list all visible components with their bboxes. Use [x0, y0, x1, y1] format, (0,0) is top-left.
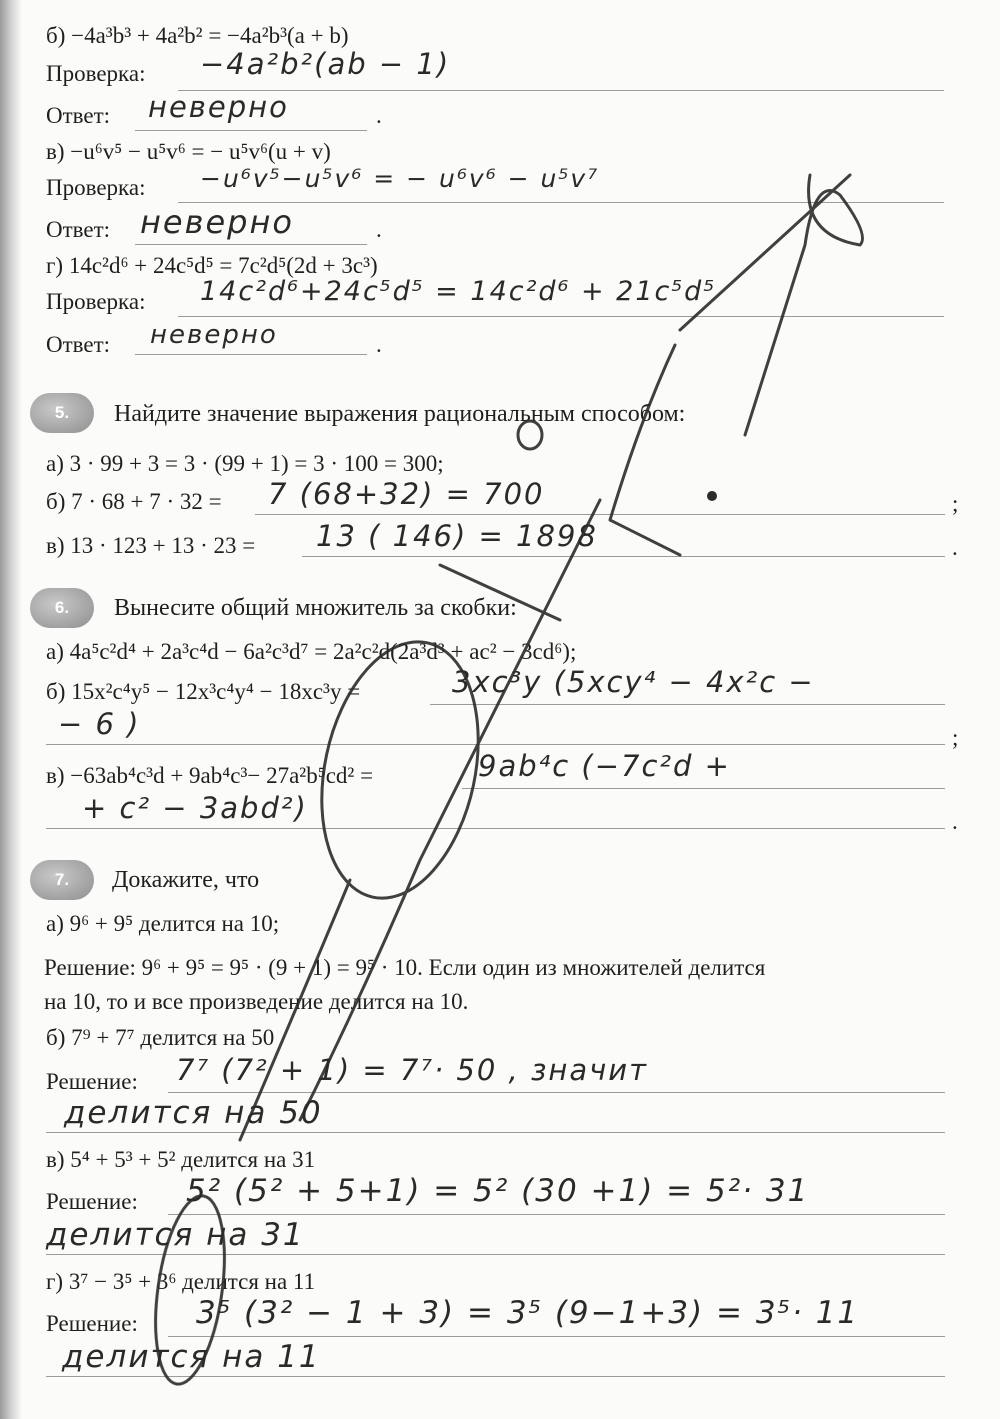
ex7-v: в) 5⁴ + 5³ + 5² делится на 31	[46, 1147, 316, 1172]
ex6-b: б) 15x²c⁴y⁵ − 12x³c⁴y⁴ − 18xc³y =	[46, 679, 361, 704]
ex5-b: б) 7 · 68 + 7 · 32 =	[46, 489, 222, 514]
ex7-b-solution-label: Решение:	[46, 1069, 138, 1094]
ex7-g-solution-label: Решение:	[46, 1311, 138, 1336]
ex4-b-formula: б) −4a³b³ + 4a²b² = −4a²b³(a + b)	[46, 23, 349, 48]
scribble-loop-bottom	[145, 1191, 235, 1388]
ex4-b-period: .	[376, 103, 382, 128]
scribble-stroke-k-arm	[610, 345, 680, 555]
scribble-stroke-long-descender	[300, 500, 600, 1120]
ex4-g-check-handwriting: 14c²d⁶+24c⁵d⁵ = 14c²d⁶ + 21c⁵d⁵	[200, 276, 717, 307]
ex7-v-handwriting-2: делится на 31	[46, 1217, 305, 1253]
ex4-g-period: .	[376, 332, 382, 357]
ex7-a-solution-1: Решение: 9⁶ + 9⁵ = 9⁵ · (9 + 1) = 9⁵ · 10. Если один из множителей делится	[44, 955, 766, 980]
scribble-stroke-long-slash	[680, 175, 850, 330]
ex4-b-answer-label: Ответ:	[46, 103, 111, 128]
ex7-b-handwriting-1: 7⁷ (7² + 1) = 7⁷· 50 , значит	[176, 1053, 649, 1087]
ex4-g-check-label: Проверка:	[46, 289, 146, 314]
ex4-v-answer-label: Ответ:	[46, 217, 111, 242]
ex4-v-answer-handwriting: неверно	[140, 203, 294, 241]
ex5-number-badge: 5.	[30, 393, 94, 433]
ex6-title: Вынесите общий множитель за скобки:	[114, 595, 517, 621]
ex7-b-handwriting-2: делится на 50	[64, 1095, 323, 1131]
ex7-b: б) 7⁹ + 7⁷ делится на 50	[46, 1025, 275, 1050]
ex7-g-handwriting-1: 3⁵ (3² − 1 + 3) = 3⁵ (9−1+3) = 3⁵· 11	[196, 1295, 860, 1331]
ex6-number-badge: 6.	[30, 588, 94, 628]
ex4-v-formula: в) −u⁶v⁵ − u⁵v⁶ = − u⁵v⁶(u + v)	[46, 139, 331, 164]
ex7-g-handwriting-2: делится на 11	[62, 1339, 321, 1375]
ex4-b-check-handwriting: −4a²b²(ab − 1)	[200, 47, 451, 81]
ex5-title: Найдите значение выражения рациональным способом:	[114, 401, 686, 427]
scribble-stroke-right-curve	[745, 175, 863, 435]
ex6-v-handwriting-2: + c² − 3abd²)	[82, 791, 308, 825]
ex5-b-handwriting: 7 (68+32) = 700	[268, 477, 545, 511]
ex5-v-period: .	[952, 535, 958, 560]
ex5-v-handwriting: 13 ( 146) = 1898	[316, 519, 598, 553]
ex7-g: г) 3⁷ − 3⁵ + 3⁶ делится на 11	[46, 1269, 316, 1294]
ex4-g-answer-label: Ответ:	[46, 332, 111, 357]
ex4-v-period: .	[376, 217, 382, 242]
ex7-a-solution-2: на 10, то и все произведение делится на 10.	[44, 989, 469, 1014]
scribble-stroke-lower-diagonal	[240, 880, 350, 1140]
ex7-v-solution-label: Решение:	[46, 1189, 138, 1214]
ex4-g-answer-handwriting: неверно	[150, 320, 278, 350]
ex4-b-answer-handwriting: неверно	[148, 90, 289, 124]
ex5-b-semicolon: ;	[952, 491, 959, 516]
ex7-a: а) 9⁶ + 9⁵ делится на 10;	[46, 911, 280, 936]
ex4-b-check-label: Проверка:	[46, 61, 146, 86]
ex7-v-handwriting-1: 5² (5² + 5+1) = 5² (30 +1) = 5²· 31	[186, 1173, 810, 1209]
ex6-b-handwriting-1: 3xc³y (5xcy⁴ − 4x²c −	[452, 665, 815, 699]
ex6-a: а) 4a⁵c²d⁴ + 2a³c⁴d − 6a²c³d⁷ = 2a²c²d(2a³d³ + ac² − 3cd⁶);	[46, 639, 577, 664]
ex5-a: а) 3 · 99 + 3 = 3 · (99 + 1) = 3 · 100 = 300;	[46, 451, 444, 476]
ex6-v-handwriting-1: 9ab⁴c (−7c²d +	[478, 749, 731, 783]
scribble-stroke-k-diagonal	[440, 565, 560, 620]
scribble-loop-middle	[300, 627, 501, 913]
ex6-b-semicolon: ;	[952, 725, 959, 750]
ex7-number-badge: 7.	[30, 860, 94, 900]
ex6-v: в) −63ab⁴c³d + 9ab⁴c³− 27a²b⁵cd² =	[46, 763, 374, 788]
ex4-v-check-handwriting: −u⁶v⁵−u⁵v⁶ = − u⁶v⁶ − u⁵v⁷	[200, 164, 600, 193]
scribble-dot	[707, 491, 717, 501]
ex4-v-check-label: Проверка:	[46, 175, 146, 200]
scribble-small-o	[518, 421, 542, 449]
ex7-title: Докажите, что	[112, 867, 260, 893]
ex6-v-period: .	[952, 809, 958, 834]
ex5-v: в) 13 · 123 + 13 · 23 =	[46, 533, 256, 558]
ex4-g-formula: г) 14c²d⁶ + 24c⁵d⁵ = 7c²d⁵(2d + 3c³)	[46, 253, 378, 278]
ex6-b-handwriting-2: − 6 )	[58, 707, 141, 741]
